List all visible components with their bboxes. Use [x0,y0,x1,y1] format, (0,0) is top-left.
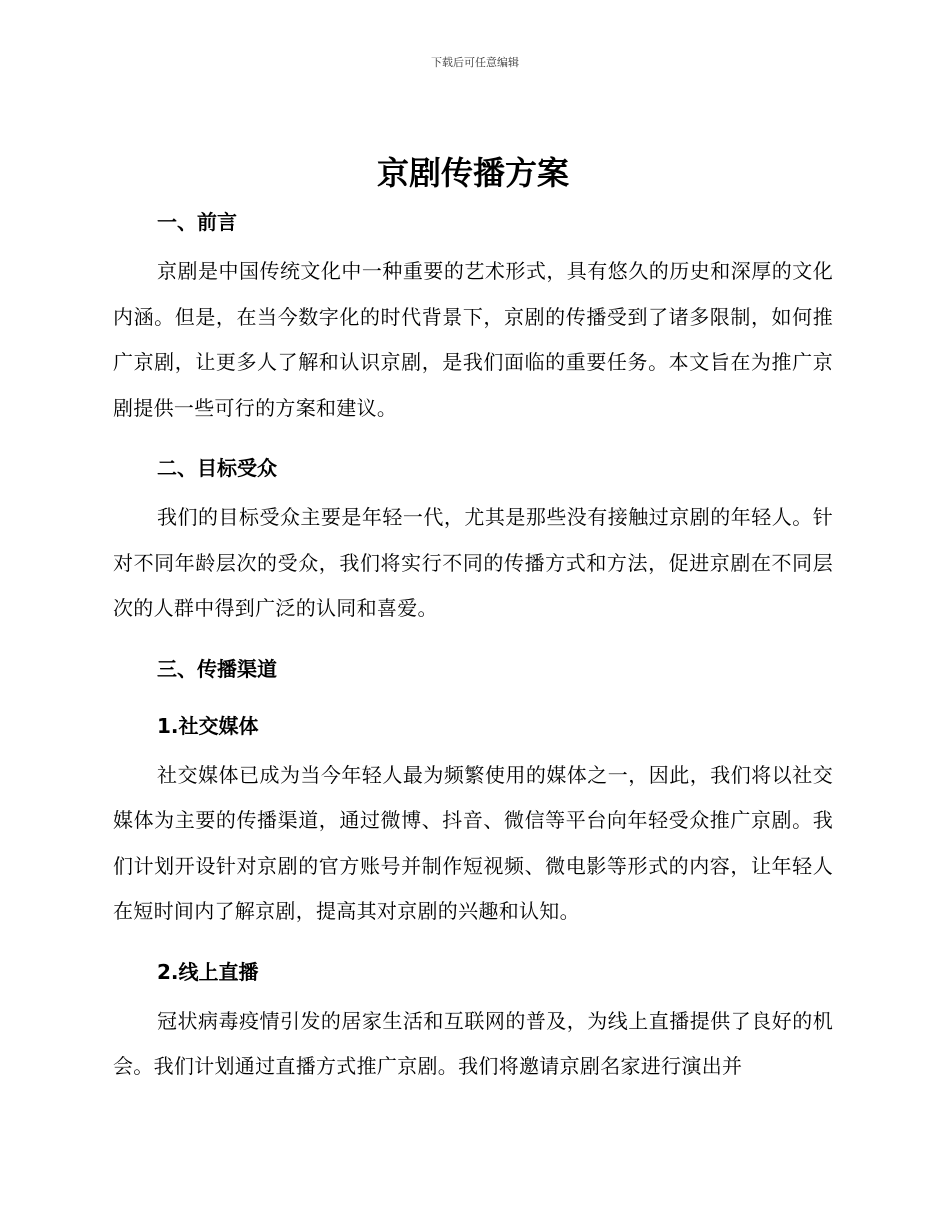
document-title: 京剧传播方案 [376,154,569,192]
page-header-note: 下载后可任意编辑 [431,56,519,69]
section-heading-social-media: 1.社交媒体 [157,713,259,738]
section-paragraph-preface: 京剧是中国传统文化中一种重要的艺术形式，具有悠久的历史和深厚的文化内涵。但是，在当今数字化的时代背景下，京剧的传播受到了诸多限制，如何推广京剧，让更多人了解和认识京剧，是我们面临的重要任务。本文旨在为推广京剧提供一些可行的方案和建议。 [113,259,833,420]
section-heading-audience: 二、目标受众 [157,456,277,480]
section-paragraph-social-media: 社交媒体已成为当今年轻人最为频繁使用的媒体之一，因此，我们将以社交媒体为主要的传播渠道，通过微博、抖音、微信等平台向年轻受众推广京剧。我们计划开设针对京剧的官方账号并制作短视频、微电影等形式的内容，让年轻人在短时间内了解京剧，提高其对京剧的兴趣和认知。 [113,762,833,923]
section-heading-preface: 一、前言 [157,210,237,234]
section-paragraph-live-stream: 冠状病毒疫情引发的居家生活和互联网的普及，为线上直播提供了良好的机会。我们计划通过直播方式推广京剧。我们将邀请京剧名家进行演出并 [113,1008,833,1078]
section-heading-channels: 三、传播渠道 [157,656,277,681]
document-body [113,150,833,1090]
section-paragraph-audience: 我们的目标受众主要是年轻一代，尤其是那些没有接触过京剧的年轻人。针对不同年龄层次的受众，我们将实行不同的传播方式和方法，促进京剧在不同层次的人群中得到广泛的认同和喜爱。 [113,505,833,620]
section-heading-live-stream: 2.线上直播 [157,959,259,984]
